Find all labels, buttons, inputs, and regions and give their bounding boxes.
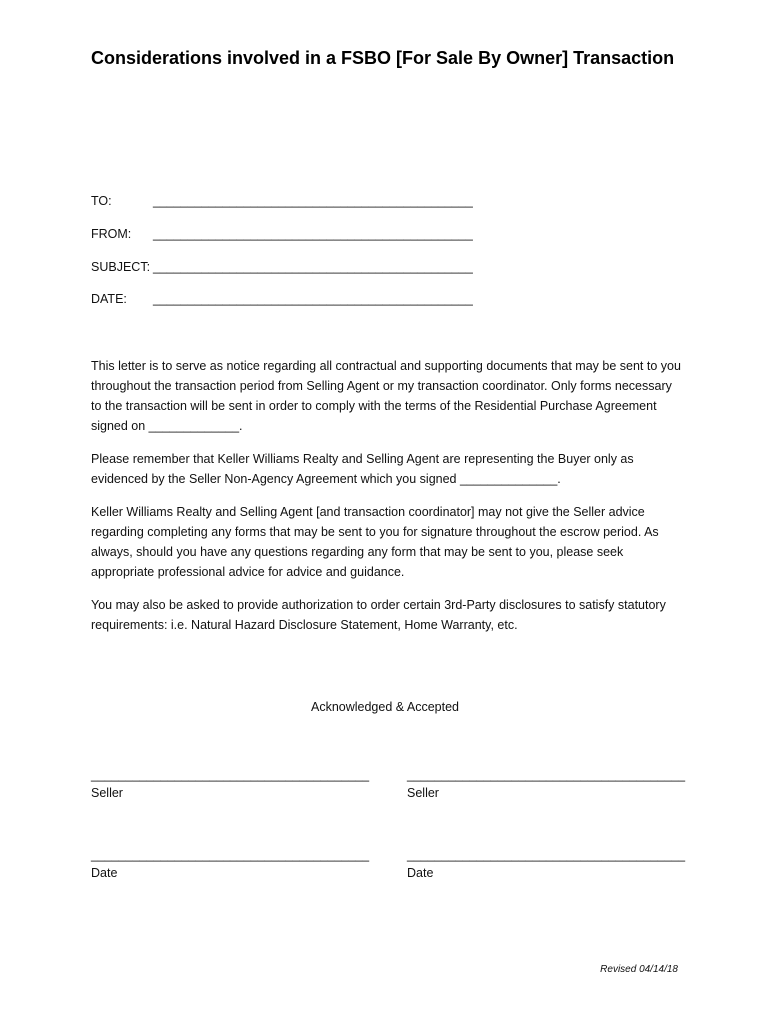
subject-label: SUBJECT: [91, 260, 151, 274]
signature-line: ________________________________________ [407, 768, 686, 782]
signature-line: ________________________________________ [407, 848, 686, 862]
paragraph-disclosures: You may also be asked to provide authorization to order certain 3rd-Party disclosures to satisfy statutory requirements: i.e. Natural Hazard Disclosure Statement, Home Warranty, etc. [91, 598, 666, 632]
seller-signature-2 [407, 768, 685, 800]
date-signature-2 [407, 848, 685, 880]
paragraph-advice: Keller Williams Realty and Selling Agent [and transaction coordinator] may not give the Seller advice regarding completing any forms that may be sent to you for signature throughout the escrow period. As always, should you have any questions regarding any form that may be sent to you, please seek appropriate professional advice for advice and guidance. [91, 505, 659, 579]
signature-line: ________________________________________ [91, 768, 370, 782]
signature-caption: Date [91, 866, 118, 880]
date-signature-1 [91, 848, 369, 880]
subject-line: ______________________________________________ [153, 260, 473, 274]
date-line: ______________________________________________ [153, 292, 473, 306]
seller-signature-1 [91, 768, 369, 800]
signature-caption: Seller [407, 786, 439, 800]
acknowledgement: Acknowledged & Accepted [310, 700, 460, 714]
signature-caption: Date [407, 866, 434, 880]
from-label: FROM: [91, 227, 132, 241]
from-line: ______________________________________________ [153, 227, 473, 241]
signature-line: ________________________________________ [91, 848, 370, 862]
revision-date: Revised 04/14/18 [600, 964, 678, 975]
page-title: Considerations involved in a FSBO [For Sale By Owner] Transaction [91, 48, 675, 68]
paragraph-notice: This letter is to serve as notice regarding all contractual and supporting documents that may be sent to you throughout the transaction period from Selling Agent or my transaction coordinator. Only forms necessary to the transaction will be sent in order to comply with the terms of the Residential Purchase Agreement signed on _____________. [91, 359, 681, 433]
paragraph-representation: Please remember that Keller Williams Realty and Selling Agent are representing the Buyer only as evidenced by the Seller Non-Agency Agreement which you signed ______________. [91, 452, 634, 486]
to-line: ______________________________________________ [153, 194, 473, 208]
to-label: TO: [91, 194, 112, 208]
date-label: DATE: [91, 292, 127, 306]
signature-caption: Seller [91, 786, 123, 800]
